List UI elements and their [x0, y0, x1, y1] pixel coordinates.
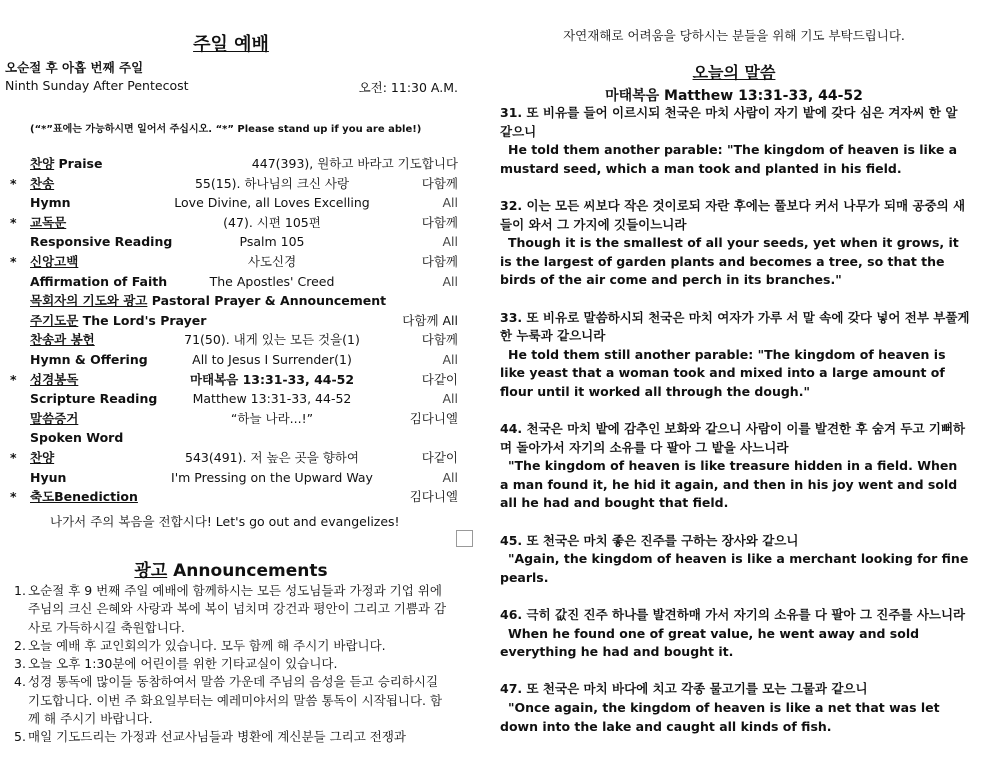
- verse-korean: 44. 천국은 마치 밭에 감추인 보화와 같으니 사람이 이를 발견한 후 숨겨 두고 기뻐하며 돌아가서 자기의 소유를 다 팔아 그 밭을 사느니라: [500, 421, 966, 455]
- closing-line: 나가서 주의 복음을 전합시다! Let's go out and evangelizes!: [50, 514, 400, 529]
- verse-block: [500, 680, 970, 736]
- verse-korean: 45. 또 천국은 마치 좋은 진주를 구하는 장사와 같으니: [500, 532, 799, 548]
- stand-marker: *: [10, 449, 17, 465]
- order-item-label-underlined: 신앙고백: [30, 253, 79, 269]
- announcements-heading: [0, 556, 462, 581]
- order-item-label-text: Praise: [54, 156, 103, 171]
- order-item-detail: All to Jesus I Surrender(1): [192, 351, 352, 367]
- verse-english: Though it is the smallest of all your seeds, yet when it grows, it is the largest of garden plants and becomes a tree, so that the birds of the air come and perch in its branches.": [500, 235, 959, 288]
- order-item-detail: The Apostles' Creed: [209, 273, 335, 289]
- order-item-label-underlined: 찬송: [30, 175, 55, 191]
- order-item-leader: 다함께: [421, 175, 458, 191]
- order-item-label-underlined: 말씀증거: [30, 410, 79, 426]
- order-item-label-underlined: 목회자의 기도와 광고: [30, 293, 148, 309]
- order-item-leader: 김다니엘: [409, 410, 458, 426]
- order-item-detail: 마태복음 13:31-33, 44-52: [189, 371, 355, 387]
- order-of-worship: [0, 154, 462, 507]
- verse-english: "Once again, the kingdom of heaven is like a net that was let down into the lake and caught all kinds of fish.: [500, 700, 940, 734]
- order-item-label: [30, 174, 54, 194]
- order-item-label-underlined: 성경봉독: [30, 371, 79, 387]
- service-time: 오전: 11:30 A.M.: [358, 80, 458, 95]
- order-item-label-underlined: 교독문: [30, 214, 67, 230]
- announcement-number: 2.: [14, 637, 26, 653]
- order-item-label-underlined: 찬양: [30, 156, 55, 171]
- verse-korean: 47. 또 천국은 마치 바다에 치고 각종 물고기를 모는 그물과 같으니: [500, 681, 868, 697]
- order-item-leader: All: [442, 469, 458, 485]
- announcements-heading-ko: 광고: [134, 561, 168, 581]
- announcement-number: 4.: [14, 674, 26, 690]
- verse-block: [500, 606, 970, 662]
- order-item-label: [30, 468, 66, 488]
- order-item-label-text: Affirmation of Faith: [30, 273, 168, 289]
- announcement-text: 오순절 후 9 번째 주일 예배에 함께하시는 모든 성도님들과 가정과 기업 위에 주님의 크신 은혜와 사랑과 복에 복이 넘치며 강건과 평안이 그리고 기쁨과 감사로 가득하시길 축원합니다.: [28, 583, 447, 635]
- order-row: [0, 311, 462, 331]
- order-item-label-text: Pastoral Prayer & Announcement: [147, 293, 387, 309]
- order-item-label-text: Hymn: [30, 195, 71, 211]
- order-item-label-text: Scripture Reading: [30, 391, 158, 407]
- order-item-label-underlined: 찬송과 봉헌: [30, 332, 95, 348]
- announcement-number: 3.: [14, 656, 26, 672]
- order-item-label-underlined: 찬양: [30, 449, 55, 465]
- announcement-text: 오늘 오후 1:30분에 어린이를 위한 기타교실이 있습니다.: [28, 656, 338, 672]
- sunday-name-english: Ninth Sunday After Pentecost: [5, 78, 189, 93]
- order-item-label: [30, 350, 148, 370]
- checkbox[interactable]: [456, 530, 473, 547]
- verse-english: He told them another parable: "The kingdom of heaven is like a mustard seed, which a man took and planted in his field.: [500, 142, 958, 176]
- announcement-item: [14, 673, 454, 728]
- order-item-label: [30, 154, 102, 174]
- order-item-label: [30, 291, 386, 311]
- order-item-label: [30, 409, 78, 429]
- order-row: [0, 350, 462, 370]
- order-item-label: [30, 448, 54, 468]
- order-row: [0, 252, 462, 272]
- order-item-label: [30, 272, 167, 292]
- order-item-leader: 김다니엘: [409, 489, 458, 505]
- passage-reference: 마태복음 Matthew 13:31-33, 44-52: [605, 88, 863, 104]
- order-row: [0, 409, 462, 429]
- order-row: [0, 174, 462, 194]
- stand-marker: *: [10, 371, 17, 387]
- verse-block: [500, 532, 970, 588]
- order-item-detail: 55(15). 하나님의 크신 사랑: [194, 175, 350, 191]
- order-item-leader: All: [442, 351, 458, 367]
- verse-korean: 33. 또 비유로 말씀하시되 천국은 마치 여자가 가루 서 말 속에 갖다 넣어 전부 부풀게 한 누룩과 같으니라: [500, 309, 970, 344]
- order-item-label-text: Hyun: [30, 469, 67, 485]
- order-item-label-underlined: 축도Benediction: [30, 489, 138, 505]
- announcement-item: [14, 655, 454, 673]
- order-item-leader: All: [442, 391, 458, 407]
- order-item-label: [30, 213, 66, 233]
- order-row: [0, 154, 462, 174]
- page-title: 주일 예배: [193, 34, 269, 55]
- verse-english: When he found one of great value, he went away and sold everything he had and bought it.: [500, 625, 920, 660]
- verse-english: "Again, the kingdom of heaven is like a merchant looking for fine pearls.: [500, 551, 969, 585]
- stand-note: (“*”표에는 가능하시면 일어서 주십시오. “*” Please stand up if you are able!): [30, 124, 422, 135]
- order-item-leader: All: [442, 234, 458, 250]
- order-item-label-text: Responsive Reading: [30, 234, 173, 250]
- order-row: [0, 213, 462, 233]
- order-row: [0, 232, 462, 252]
- order-item-leader: All: [442, 195, 458, 211]
- stand-marker: *: [10, 489, 17, 505]
- order-item-detail: Love Divine, all Loves Excelling: [174, 195, 370, 211]
- order-item-label: [30, 428, 123, 448]
- announcement-text: 오늘 예배 후 교인회의가 있습니다. 모두 함께 해 주시기 바랍니다.: [28, 637, 386, 653]
- order-item-detail: 사도신경: [247, 253, 297, 269]
- order-item-label: [30, 311, 206, 331]
- order-row: [0, 448, 462, 468]
- order-item-leader: 다함께: [421, 332, 458, 348]
- verse-block: [500, 104, 970, 178]
- order-item-label: [30, 487, 138, 507]
- order-item-detail: (47). 시편 105편: [223, 214, 321, 230]
- order-row: [0, 370, 462, 390]
- prayer-request-line: 자연재해로 어려움을 당하시는 분들을 위해 기도 부탁드립니다.: [563, 28, 905, 43]
- sunday-name-korean: 오순절 후 아홉 번째 주일: [5, 60, 144, 75]
- verse-english: "The kingdom of heaven is like treasure hidden in a field. When a man found it, he hid it again, and then in his joy went and sold all he had and bought that field.: [500, 458, 958, 511]
- order-item-label-underlined: 주기도문: [30, 312, 79, 328]
- order-item-leader: 다같이: [421, 371, 458, 387]
- announcement-item: [14, 637, 454, 655]
- order-item-detail: 71(50). 내게 있는 모든 것을(1): [184, 332, 360, 348]
- order-item-detail: Psalm 105: [239, 234, 305, 250]
- order-item-label: [30, 252, 78, 272]
- order-item-detail: Matthew 13:31-33, 44-52: [192, 391, 352, 407]
- stand-marker: *: [10, 214, 17, 230]
- order-item-label: [30, 370, 78, 390]
- order-item-leader: 다같이: [421, 449, 458, 465]
- order-item-label-text: The Lord's Prayer: [78, 312, 207, 328]
- order-item-label: [30, 330, 95, 350]
- order-item-leader: All: [442, 273, 458, 289]
- verse-block: [500, 420, 970, 513]
- verse-korean: 46. 극히 값진 진주 하나를 발견하매 가서 자기의 소유를 다 팔아 그 진주를 사느니라: [500, 607, 966, 623]
- order-item-detail: 543(491). 저 높은 곳을 향하여: [185, 449, 359, 465]
- announcements-heading-en: Announcements: [167, 561, 328, 581]
- order-row: [0, 389, 462, 409]
- announcements-list: [14, 582, 454, 747]
- announcement-number: 1.: [14, 583, 26, 598]
- order-item-leader: 다함께 All: [402, 312, 458, 328]
- order-item-label-text: Spoken Word: [30, 430, 124, 446]
- order-row: [0, 487, 462, 507]
- stand-marker: *: [10, 253, 17, 269]
- verse-block: [500, 309, 970, 402]
- order-item-leader: 447(393), 원하고 바라고 기도합니다: [251, 156, 458, 171]
- verse-korean: 32. 이는 모든 씨보다 작은 것이로되 자란 후에는 풀보다 커서 나무가 되매 공중의 새들이 와서 그 가지에 깃들이느니라: [500, 197, 966, 232]
- order-item-leader: 다함께: [421, 253, 458, 269]
- verse-english: He told them still another parable: "The kingdom of heaven is like yeast that a woman took and mixed into a large amount of flour until it worked all through the dough.": [500, 346, 946, 399]
- order-item-label: [30, 193, 71, 213]
- order-row: [0, 272, 462, 292]
- order-row: [0, 468, 462, 488]
- order-item-label: [30, 232, 172, 252]
- todays-word-title: 오늘의 말씀: [692, 63, 776, 82]
- verse-block: [500, 197, 970, 290]
- order-item-label-text: Hymn & Offering: [30, 351, 148, 367]
- announcement-item: [14, 728, 454, 746]
- order-item-detail: I'm Pressing on the Upward Way: [171, 469, 373, 485]
- order-row: [0, 330, 462, 350]
- announcement-text: 성경 통독에 많이들 동참하여서 말씀 가운데 주님의 음성을 듣고 승리하시길 기도합니다. 이번 주 화요일부터는 예레미야서의 말씀 통독이 시작됩니다. 함께 해 주시기 바랍니다.: [28, 674, 443, 727]
- verse-korean: 31. 또 비유를 들어 이르시되 천국은 마치 사람이 자기 밭에 갖다 심은 겨자씨 한 알 같으니: [500, 105, 958, 139]
- stand-marker: *: [10, 175, 17, 191]
- order-row: [0, 291, 462, 311]
- order-item-detail: “하늘 나라...!”: [230, 410, 314, 426]
- order-item-label: [30, 389, 157, 409]
- announcement-item: [14, 582, 454, 637]
- order-row: [0, 428, 462, 448]
- announcement-number: 5.: [14, 729, 26, 745]
- announcement-text: 매일 기도드리는 가정과 선교사님들과 병환에 계신분들 그리고 전쟁과: [28, 729, 406, 745]
- order-item-leader: 다함께: [421, 214, 458, 230]
- scripture-verses: [500, 104, 970, 755]
- order-row: [0, 193, 462, 213]
